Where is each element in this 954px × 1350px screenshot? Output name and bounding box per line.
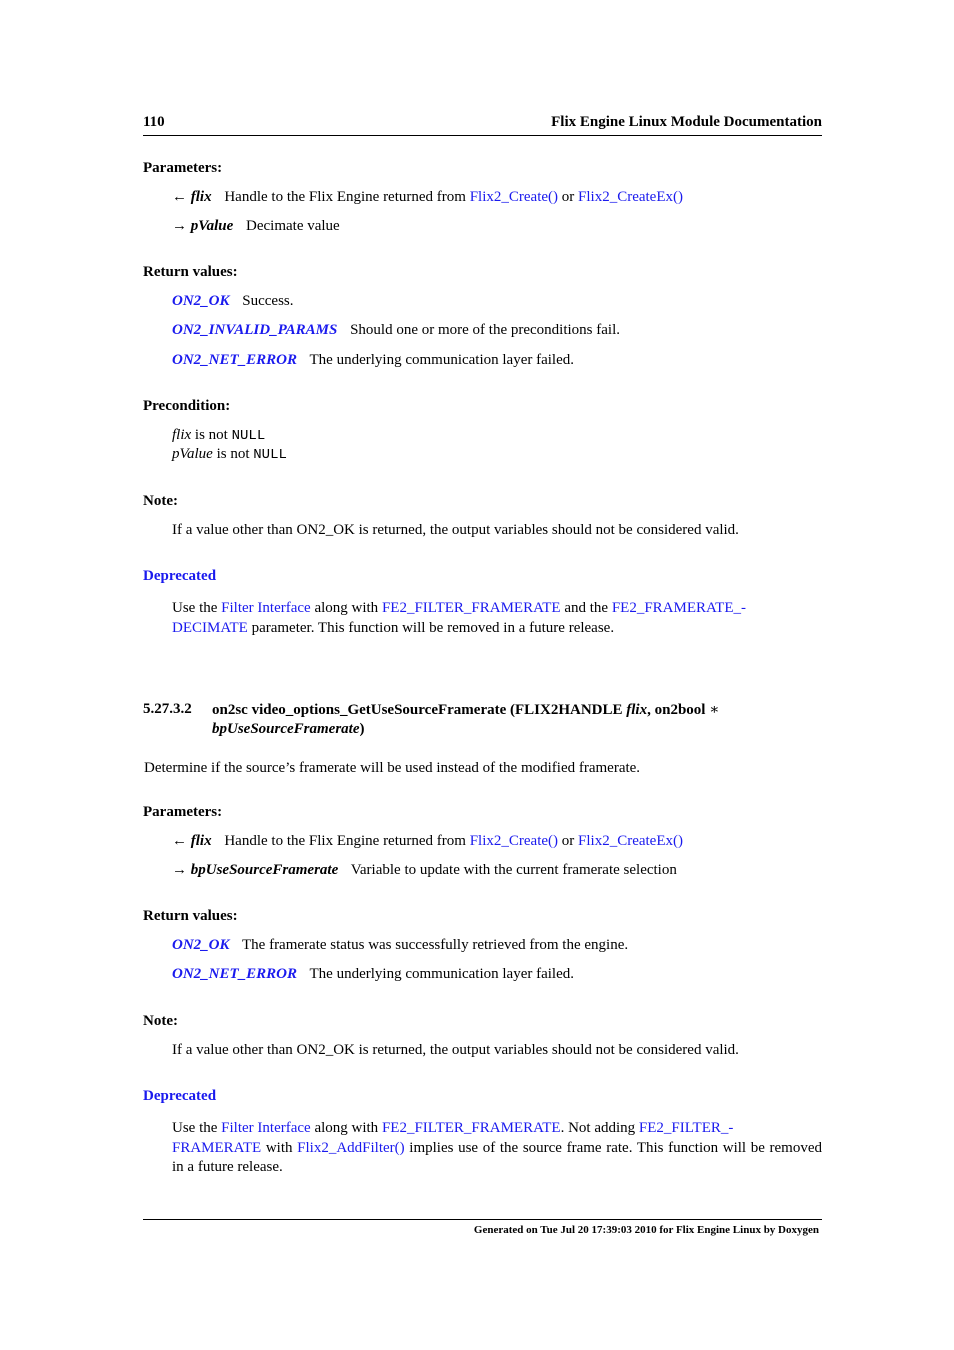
- flix2-create-link-2[interactable]: Flix2_Create(): [469, 833, 559, 849]
- flix2-create-link[interactable]: Flix2_Create(): [469, 189, 559, 205]
- retval-on2-net-error: ON2_NET_ERROR The underlying communication layer failed.: [172, 352, 575, 368]
- param-flix: ← flix Handle to the Flix Engine returned from Flix2_Create() or Flix2_CreateEx(): [172, 189, 683, 205]
- param-desc: Handle to the Flix Engine returned from: [224, 833, 466, 849]
- fe2-filter-framerate-link-3[interactable]: FE2_FILTER_-: [638, 1120, 734, 1136]
- on2-ok-link[interactable]: ON2_OK: [172, 293, 230, 309]
- param-bpusesourceframerate: [172, 862, 677, 879]
- direction-in-arrow: ←: [172, 189, 187, 205]
- fe2-filter-framerate-link-3-cont[interactable]: FRAMERATE: [172, 1139, 262, 1156]
- param-name: flix: [190, 189, 212, 205]
- note-heading: Note:: [143, 493, 178, 509]
- fe2-filter-framerate-link[interactable]: FE2_FILTER_FRAMERATE: [381, 600, 561, 616]
- fe2-filter-framerate-link-2[interactable]: FE2_FILTER_FRAMERATE: [381, 1120, 561, 1136]
- precondition-pvalue: pValue is not NULL: [172, 446, 287, 463]
- function-signature: on2sc video_options_GetUseSourceFramerate (FLIX2HANDLE flix, on2bool ∗ bpUseSourceFramerate): [212, 702, 720, 737]
- deprecated-link-2[interactable]: Deprecated: [143, 1088, 217, 1104]
- fe2-framerate-decimate-link[interactable]: FE2_FRAMERATE_-: [611, 600, 746, 616]
- flix2-createex-link-2[interactable]: Flix2_CreateEx(): [578, 833, 683, 849]
- param-flix-2: ← flix Handle to the Flix Engine returned from Flix2_Create() or Flix2_CreateEx(): [172, 833, 683, 849]
- param-name: pValue: [190, 218, 234, 234]
- on2-ok-link-2[interactable]: ON2_OK: [172, 937, 230, 953]
- filter-interface-link-2[interactable]: Filter Interface: [221, 1120, 311, 1136]
- parameters-heading: Parameters:: [143, 160, 223, 176]
- note-text: If a value other than ON2_OK is returned, the output variables should not be considered valid.: [172, 522, 739, 538]
- retval-on2-net-error-2: ON2_NET_ERROR The underlying communication layer failed.: [172, 966, 575, 982]
- note-text-2: If a value other than ON2_OK is returned, the output variables should not be considered valid.: [172, 1042, 739, 1058]
- note-heading-2: Note:: [143, 1013, 178, 1029]
- precondition-flix: flix is not NULL: [172, 427, 266, 444]
- header-rule: [143, 135, 822, 136]
- direction-in-arrow: ←: [172, 833, 187, 849]
- on2-net-error-link-2[interactable]: ON2_NET_ERROR: [172, 966, 298, 982]
- on2-invalid-params-link[interactable]: ON2_INVALID_PARAMS: [172, 322, 338, 338]
- param-desc: Decimate value: [246, 218, 340, 234]
- function-description: Determine if the source’s framerate will be used instead of the modified framerate.: [144, 760, 641, 776]
- direction-out-arrow: →: [172, 862, 187, 878]
- filter-interface-link[interactable]: Filter Interface: [221, 600, 311, 616]
- return-values-heading-2: Return values:: [143, 908, 238, 924]
- param-desc: Handle to the Flix Engine returned from: [224, 189, 466, 205]
- flix2-createex-link[interactable]: Flix2_CreateEx(): [578, 189, 683, 205]
- direction-out-arrow: →: [172, 218, 187, 234]
- param-pvalue: [172, 218, 340, 235]
- fe2-framerate-decimate-link-cont[interactable]: DECIMATE: [172, 619, 248, 636]
- document-title: Flix Engine Linux Module Documentation: [551, 114, 822, 130]
- page-number: 110: [143, 114, 165, 130]
- section-number: 5.27.3.2: [143, 701, 192, 717]
- deprecated-link[interactable]: Deprecated: [143, 568, 217, 584]
- footer-rule: [143, 1219, 822, 1220]
- return-values-heading: Return values:: [143, 264, 238, 280]
- footer-text: Generated on Tue Jul 20 17:39:03 2010 for Flix Engine Linux by Doxygen: [473, 1224, 819, 1236]
- param-name: bpUseSourceFramerate: [190, 862, 339, 878]
- flix2-addfilter-link[interactable]: Flix2_AddFilter(): [297, 1139, 405, 1156]
- precondition-heading: Precondition:: [143, 398, 231, 414]
- retval-on2-invalid-params: ON2_INVALID_PARAMS Should one or more of the preconditions fail.: [172, 322, 621, 338]
- on2-net-error-link[interactable]: ON2_NET_ERROR: [172, 352, 298, 368]
- param-name: flix: [190, 833, 212, 849]
- retval-on2-ok: ON2_OK Success.: [172, 293, 294, 309]
- parameters-heading-2: Parameters:: [143, 804, 223, 820]
- deprecated-text: Use the Filter Interface along with FE2_FILTER_FRAMERATE and the FE2_FRAMERATE_- DECIMATE parameter. This function will be removed in a future release.: [172, 600, 746, 636]
- param-desc: Variable to update with the current framerate selection: [350, 862, 677, 878]
- retval-on2-ok-2: ON2_OK The framerate status was successfully retrieved from the engine.: [172, 937, 629, 953]
- deprecated-text-2: Use the Filter Interface along with FE2_FILTER_FRAMERATE. Not adding FE2_FILTER_- FRAMERATE with Flix2_AddFilter() implies use of the source frame rate. This function will be removed in a future release.: [172, 1120, 823, 1175]
